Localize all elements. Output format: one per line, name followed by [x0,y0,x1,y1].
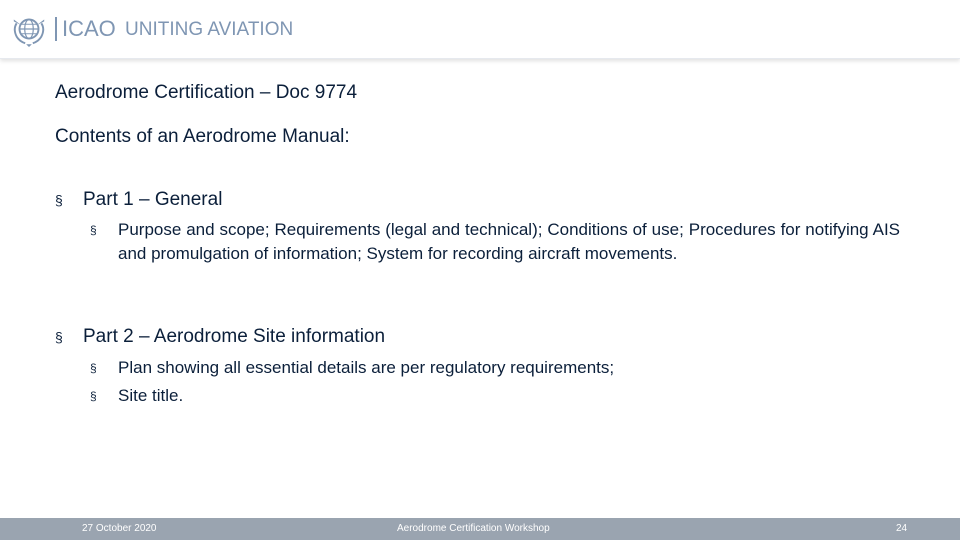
bullet-marker: § [90,223,97,237]
slide-subtitle: Contents of an Aerodrome Manual: [55,126,350,147]
section-item [90,356,900,380]
section-item-text: Plan showing all essential details are per regulatory requirements; [118,358,615,377]
bullet-marker: § [55,329,63,345]
footer-date: 27 October 2020 [82,523,157,534]
slide-title: Aerodrome Certification – Doc 9774 [55,82,358,103]
section-item [90,218,900,290]
footer-event: Aerodrome Certification Workshop [397,523,550,534]
bullet-marker: § [90,361,97,375]
section-item-text: Site title. [118,386,184,405]
header-bar [0,0,960,59]
section-item [90,384,900,408]
logo-divider [55,17,57,41]
bullet-marker: § [90,389,97,403]
page-number: 24 [896,523,908,534]
footer-bar [0,518,960,540]
section-item-text: Purpose and scope; Requirements (legal and technical); Conditions of use; Procedures for notifying AIS and promulgation of information; System for recording aircraft movements. [118,220,900,263]
section-heading-label: Part 2 – Aerodrome Site information [83,326,386,347]
bullet-marker: § [55,192,63,208]
section-heading-label: Part 1 – General [83,189,223,210]
logo-tagline: UNITING AVIATION [125,19,294,40]
icao-emblem-icon [10,10,48,48]
logo-text: ICAO [62,16,116,41]
